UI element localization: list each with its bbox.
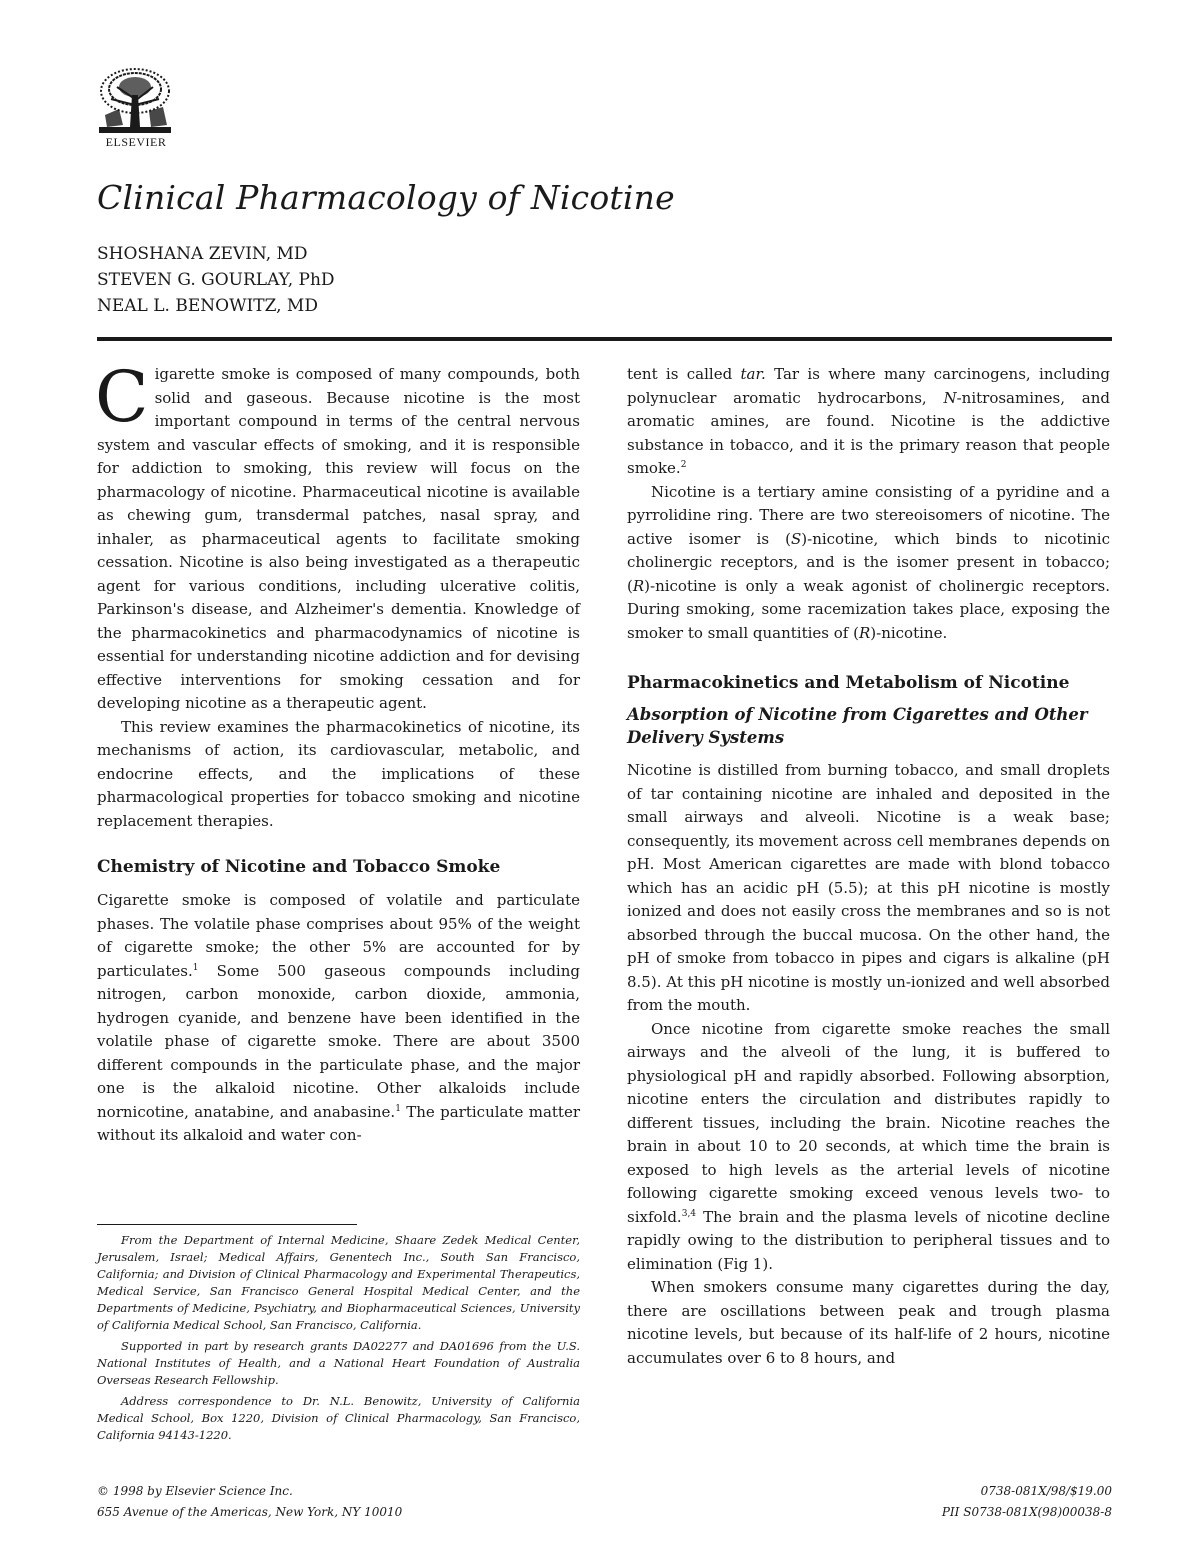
footnote-rule [97,1224,357,1225]
publisher-name: ELSEVIER [105,135,167,149]
author-list [97,241,335,319]
chemistry-paragraph: Cigarette smoke is composed of volatile and particulate phases. The volatile phase comprises about 95% of the weight of cigarette smoke; the other 5% are accounted for by particulates.$^1$ Some 500 gaseous compounds including nitrogen, carbon monoxide, carbon dioxide, ammonia, hydrogen cyanide, and benzene have been identified in the volatile phase of cigarette smoke. There are about 3500 different compounds in the particulate phase, and the major one is the alkaloid nicotine. Other alkaloids include nornicotine, anatabine, and anabasine.$^1$ The particulate matter without its alkaloid and water con- [97,891,580,1144]
footnote-affiliations: From the Department of Internal Medicine, Shaare Zedek Medical Center, Jerusalem, Israel; Medical Affairs, Genentech Inc., South San Francisco, California; and Division of Clinical Pharmacology and Experimental Therapeutics, Medical Service, San Francisco General Hospital Medical Center, and the Departments of Medicine, Psychiatry, and Biopharmaceutical Sciences, University of California Medical School, San Francisco, California. [97,1233,580,1332]
footnote-correspondence: Address correspondence to Dr. N.L. Benowitz, University of California Medical School, Box 1220, Division of Clinical Pharmacology, San Francisco, California 94143-1220. [97,1394,580,1442]
elsevier-tree-icon [97,65,173,135]
intro-paragraph-2: This review examines the pharmacokinetics of nicotine, its mechanisms of action, its cardiovascular, metabolic, and endocrine effects, and the implications of these pharmacological properties for tobacco smoking and nicotine replacement therapies. [97,717,580,830]
author: SHOSHANA ZEVIN, MD [97,244,308,264]
footer-identifiers [942,1481,1112,1523]
absorption-paragraph-3: When smokers consume many cigarettes during the day, there are oscillations between peak and trough plasma nicotine levels, but because of its half-life of 2 hours, nicotine accumulates over 6 to 8 hours, and [627,1278,1110,1367]
author: NEAL L. BENOWITZ, MD [97,296,318,316]
left-column [95,356,580,1148]
footer-publisher [97,1481,402,1523]
drop-cap: C [95,356,149,438]
footnotes [97,1232,580,1448]
article-title: Clinical Pharmacology of Nicotine [97,178,675,217]
footnote-support: Supported in part by research grants DA02277 and DA01696 from the U.S. National Institutes of Health, and a National Heart Foundation of Australia Overseas Research Fellowship. [97,1339,580,1387]
section-heading-pharmacokinetics: Pharmacokinetics and Metabolism of Nicotine [627,673,1070,693]
tar-paragraph: tent is called tar. Tar is where many carcinogens, including polynuclear aromatic hydrocarbons, N-nitrosamines, and aromatic amines, are found. Nicotine is the addictive substance in tobacco, and it is the primary reason that people smoke.$^2$ [627,365,1110,477]
right-column [627,363,1110,1370]
intro-paragraph: Cigarette smoke is composed of many compounds, both solid and gaseous. Because nicotine is the most important compound in terms of the central nervous system and vascular effects of smoking, and it is responsible for addiction to smoking, this review will focus on the pharmacology of nicotine. Pharmaceutical nicotine is available as chewing gum, transdermal patches, nasal spray, and inhaler, as pharmaceutical agents to facilitate smoking cessation. Nicotine is also being investigated as a therapeutic agent for various conditions, including ulcerative colitis, Parkinson's disease, and Alzheimer's dementia. Knowledge of the pharmacokinetics and pharmacodynamics of nicotine is essential for understanding nicotine addiction and for devising effective interventions for smoking cessation and for developing nicotine as a therapeutic agent. [95,356,580,712]
pii-line: PII S0738-081X(98)00038-8 [941,1505,1112,1519]
title-rule [97,337,1112,341]
absorption-paragraph-2: Once nicotine from cigarette smoke reaches the small airways and the alveoli of the lung, it is buffered to physiological pH and rapidly absorbed. Following absorption, nicotine enters the circulation and distributes rapidly to different tissues, including the brain. Nicotine reaches the brain in about 10 to 20 seconds, at which time the brain is exposed to high levels as the arterial levels of nicotine following cigarette smoking exceed venous levels two- to sixfold.$^{3,4}$ The brain and the plasma levels of nicotine decline rapidly owing to the distribution to peripheral tissues and to elimination (Fig 1). [627,1019,1110,1273]
isomer-paragraph: Nicotine is a tertiary amine consisting of a pyridine and a pyrrolidine ring. There are two stereoisomers of nicotine. The active isomer is (S)-nicotine, which binds to nicotinic cholinergic receptors, and is the isomer present in tobacco; (R)-nicotine is only a weak agonist of cholinergic receptors. During smoking, some racemization takes place, exposing the smoker to small quantities of (R)-nicotine. [627,482,1111,642]
subsection-heading-absorption: Absorption of Nicotine from Cigarettes and Other Delivery Systems [627,705,1088,747]
issn-line: 0738-081X/98/$19.00 [980,1484,1112,1498]
publisher-address: 655 Avenue of the Americas, New York, NY 10010 [97,1505,403,1519]
copyright-line: © 1998 by Elsevier Science Inc. [97,1484,293,1498]
section-heading-chemistry: Chemistry of Nicotine and Tobacco Smoke [97,857,501,877]
absorption-paragraph-1: Nicotine is distilled from burning tobacco, and small droplets of tar containing nicotine are inhaled and deposited in the small airways and alveoli. Nicotine is a weak base; consequently, its movement across cell membranes depends on pH. Most American cigarettes are made with blond tobacco which has an acidic pH (5.5); at this pH nicotine is mostly ionized and does not easily cross the membranes and so is not absorbed through the buccal mucosa. On the other hand, the pH of smoke from tobacco in pipes and cigars is alkaline (pH 8.5). At this pH nicotine is mostly un-ionized and well absorbed from the mouth. [627,761,1110,1014]
author: STEVEN G. GOURLAY, PhD [97,270,335,290]
